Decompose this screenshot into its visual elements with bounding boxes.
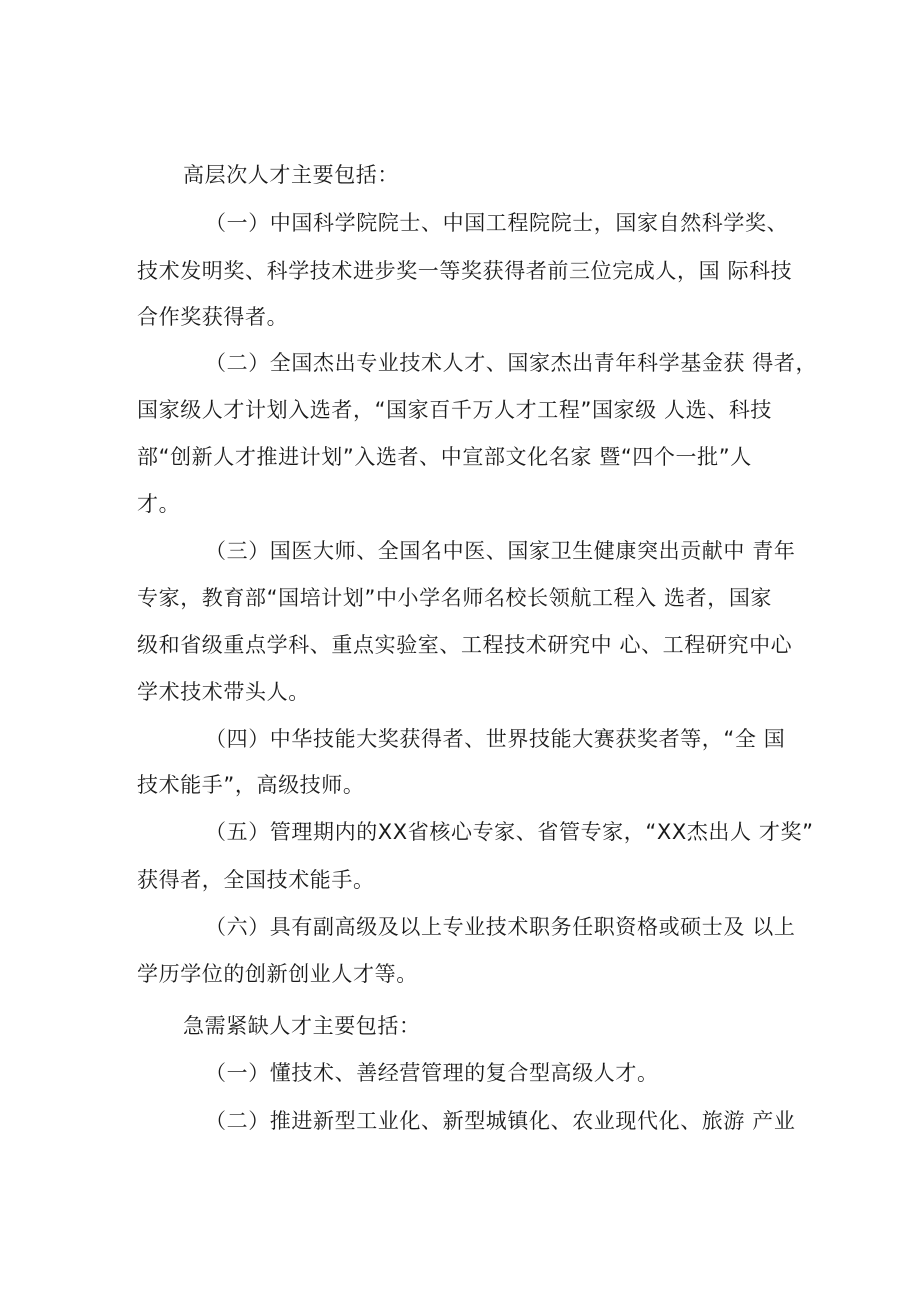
paragraph-3-line-2: 专家，教育部“国培计划”中小学名师名校长领航工程入 选者，国家: [137, 586, 773, 610]
paragraph-1-line-3: 合作奖获得者。: [137, 305, 289, 329]
paragraph-4-line-2: 技术能手”，高级技师。: [137, 773, 365, 797]
paragraph-2-line-4: 才。: [137, 492, 181, 516]
section-heading-urgent-talent: 急需紧缺人才主要包括：: [183, 1014, 421, 1038]
paragraph-1-line-1: （一）中国科学院院士、中国工程院院士，国家自然科学奖、: [205, 211, 789, 235]
paragraph-5-line-1: （五）管理期内的XX省核心专家、省管专家，“XX杰出人 才奖”: [205, 820, 814, 844]
paragraph-3-line-3: 级和省级重点学科、重点实验室、工程技术研究中 心、工程研究中心: [137, 633, 793, 657]
urgent-item-1: （一）懂技术、善经营管理的复合型高级人才。: [205, 1061, 659, 1085]
paragraph-3-line-1: （三）国医大师、全国名中医、国家卫生健康突出贡献中 青年: [205, 539, 796, 563]
paragraph-6-line-1: （六）具有副高级及以上专业技术职务任职资格或硕士及 以上: [205, 915, 796, 939]
paragraph-1-line-2: 技术发明奖、科学技术进步奖一等奖获得者前三位完成人，国 际科技: [137, 259, 793, 283]
paragraph-5-line-2: 获得者，全国技术能手。: [137, 868, 375, 892]
paragraph-3-line-4: 学术技术带头人。: [137, 680, 310, 704]
paragraph-2-line-1: （二）全国杰出专业技术人才、国家杰出青年科学基金获 得者，: [205, 351, 818, 375]
section-heading-high-level-talent: 高层次人才主要包括：: [183, 163, 399, 187]
paragraph-2-line-2: 国家级人才计划入选者，“国家百千万人才工程”国家级 人选、科技: [137, 398, 773, 422]
urgent-item-2-line-1: （二）推进新型工业化、新型城镇化、农业现代化、旅游 产业: [205, 1109, 796, 1133]
paragraph-4-line-1: （四）中华技能大奖获得者、世界技能大赛获奖者等，“全 国: [205, 727, 786, 751]
paragraph-2-line-3: 部“创新人才推进计划”入选者、中宣部文化名家 暨“四个一批”人: [137, 445, 752, 469]
paragraph-6-line-2: 学历学位的创新创业人才等。: [137, 962, 418, 986]
